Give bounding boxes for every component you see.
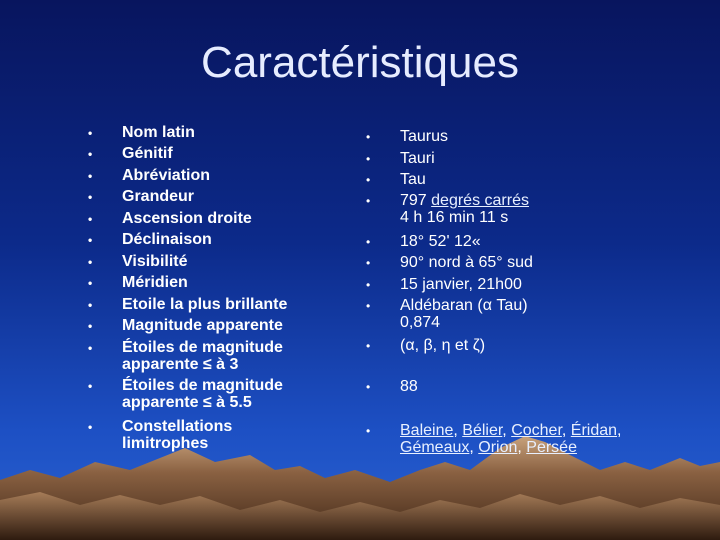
wiki-link[interactable]: Baleine bbox=[400, 422, 454, 439]
left-label-text bbox=[122, 188, 194, 205]
bullet-icon: • bbox=[366, 339, 371, 353]
bullet-icon: • bbox=[88, 420, 93, 434]
label-line: Ascension droite bbox=[122, 210, 252, 227]
left-label-text bbox=[122, 339, 283, 373]
bullet-icon: • bbox=[366, 380, 371, 394]
bullet-icon: • bbox=[88, 233, 93, 247]
left-label-text bbox=[122, 124, 195, 141]
bullet-icon: • bbox=[366, 278, 371, 292]
value-text: 18° 52' 12« bbox=[400, 233, 481, 250]
label-line: Nom latin bbox=[122, 124, 195, 141]
bullet-icon: • bbox=[366, 256, 371, 270]
label-line: Abréviation bbox=[122, 167, 211, 184]
label-line: apparente ≤ à 3 bbox=[122, 356, 239, 373]
bullet-icon: • bbox=[88, 298, 93, 312]
label-line: Génitif bbox=[122, 145, 173, 162]
bullet-icon: • bbox=[88, 126, 93, 140]
right-value-text bbox=[400, 128, 448, 145]
value-text: , bbox=[617, 422, 622, 439]
bullet-icon: • bbox=[88, 341, 93, 355]
label-line: Déclinaison bbox=[122, 231, 212, 248]
right-value-text bbox=[400, 192, 529, 226]
bullet-icon: • bbox=[88, 276, 93, 290]
right-value-text bbox=[400, 150, 435, 167]
value-text: , bbox=[561, 422, 571, 439]
bullet-icon: • bbox=[366, 299, 371, 313]
value-extra-line: 4 h 16 min 11 s bbox=[400, 209, 509, 226]
bullet-icon: • bbox=[88, 147, 93, 161]
bullet-icon: • bbox=[366, 173, 371, 187]
value-text: 15 janvier, 21h00 bbox=[400, 276, 522, 293]
bullet-icon: • bbox=[88, 255, 93, 269]
right-value-text bbox=[400, 422, 621, 456]
slide-title: Caractéristiques bbox=[201, 38, 519, 87]
value-text: (α, β, η et ζ) bbox=[400, 337, 486, 354]
value-text: , bbox=[517, 439, 527, 456]
left-label-text bbox=[122, 167, 210, 184]
label-line: Constellations bbox=[122, 418, 233, 435]
right-value-text bbox=[400, 254, 533, 271]
left-label-text bbox=[122, 253, 188, 270]
left-label-text bbox=[122, 377, 283, 411]
right-value-text bbox=[400, 378, 418, 395]
value-extra-line: 0,874 bbox=[400, 314, 441, 331]
wiki-link[interactable]: Cocher bbox=[511, 422, 562, 439]
bullet-icon: • bbox=[366, 194, 371, 208]
wiki-link[interactable]: Bélier bbox=[462, 422, 503, 439]
value-text: 88 bbox=[400, 378, 418, 395]
label-line: Méridien bbox=[122, 274, 188, 291]
value-text: Aldébaran (α Tau) bbox=[400, 297, 528, 314]
wiki-link[interactable]: Persée bbox=[526, 439, 577, 456]
bullet-icon: • bbox=[88, 319, 93, 333]
left-label-text bbox=[122, 296, 287, 313]
value-text: , bbox=[453, 422, 463, 439]
bullet-icon: • bbox=[366, 235, 371, 249]
label-line: Visibilité bbox=[122, 253, 188, 270]
value-text: 797 bbox=[400, 192, 432, 209]
label-line: Étoiles de magnitude bbox=[122, 377, 283, 394]
wiki-link[interactable]: Éridan bbox=[570, 422, 618, 439]
value-text: , bbox=[469, 439, 479, 456]
right-value-text bbox=[400, 171, 426, 188]
left-label-text bbox=[122, 210, 252, 227]
label-line: Étoiles de magnitude bbox=[122, 339, 283, 356]
value-text: Tau bbox=[400, 171, 426, 188]
label-line: Grandeur bbox=[122, 188, 195, 205]
bullet-icon: • bbox=[88, 379, 93, 393]
right-value-text bbox=[400, 297, 528, 331]
value-text: Taurus bbox=[400, 128, 449, 145]
left-label-text bbox=[122, 317, 283, 334]
bullet-icon: • bbox=[366, 152, 371, 166]
label-line: Magnitude apparente bbox=[122, 317, 283, 334]
label-line: limitrophes bbox=[122, 435, 209, 452]
label-line: apparente ≤ à 5.5 bbox=[122, 394, 252, 411]
left-label-text bbox=[122, 231, 212, 248]
bullet-icon: • bbox=[366, 424, 371, 438]
left-label-text bbox=[122, 145, 173, 162]
left-label-text bbox=[122, 418, 232, 452]
value-text: 90° nord à 65° sud bbox=[400, 254, 533, 271]
label-line: Etoile la plus brillante bbox=[122, 296, 288, 313]
value-text: Tauri bbox=[400, 150, 435, 167]
right-value-text bbox=[400, 276, 522, 293]
right-value-text bbox=[400, 233, 481, 250]
bullet-icon: • bbox=[88, 212, 93, 226]
wiki-link[interactable]: Orion bbox=[478, 439, 518, 456]
wiki-link[interactable]: Gémeaux bbox=[400, 439, 470, 456]
left-label-text bbox=[122, 274, 188, 291]
bullet-icon: • bbox=[366, 130, 371, 144]
wiki-link[interactable]: degrés carrés bbox=[431, 192, 529, 209]
bullet-icon: • bbox=[88, 169, 93, 183]
right-value-text bbox=[400, 337, 485, 354]
bullet-icon: • bbox=[88, 190, 93, 204]
value-text: , bbox=[502, 422, 512, 439]
